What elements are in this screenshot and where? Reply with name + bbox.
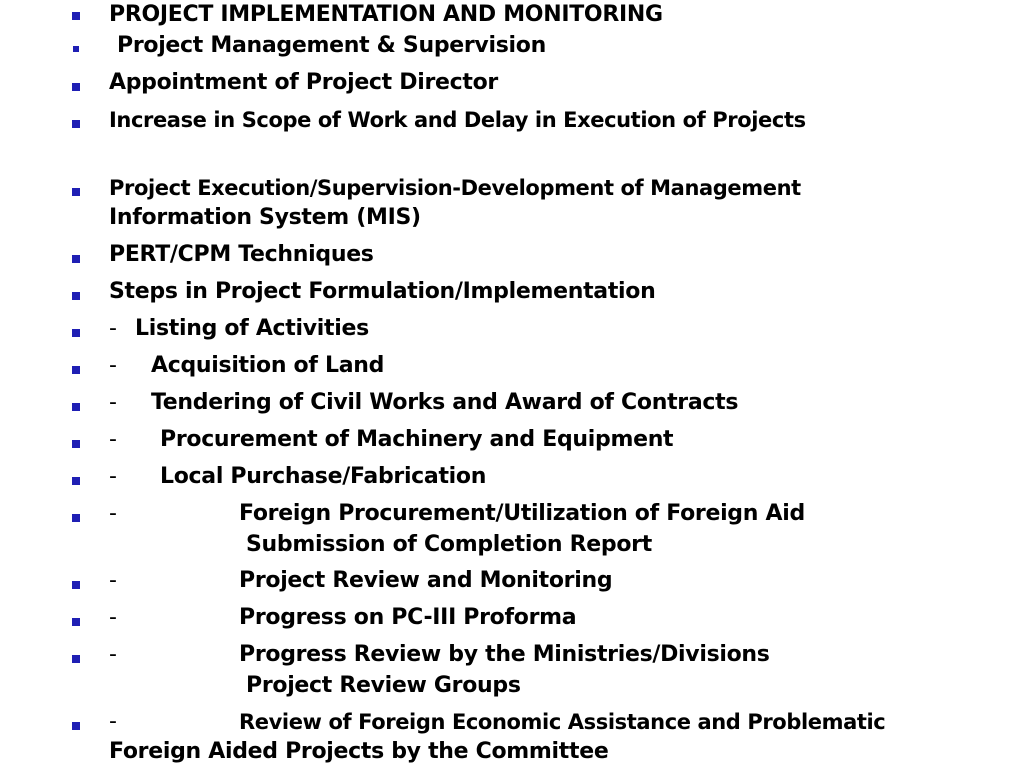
list-item: Project Management & Supervision xyxy=(117,33,546,58)
list-item: Project Review and Monitoring xyxy=(239,568,613,593)
bullet-icon xyxy=(72,655,80,663)
bullet-icon xyxy=(72,722,80,730)
list-item: Tendering of Civil Works and Award of Contracts xyxy=(151,390,739,415)
bullet-icon xyxy=(72,581,80,589)
list-item: Increase in Scope of Work and Delay in Execution of Projects xyxy=(109,108,806,132)
bullet-icon xyxy=(72,12,80,20)
bullet-icon xyxy=(72,514,80,522)
dash-marker: - xyxy=(109,427,117,452)
list-item: Procurement of Machinery and Equipment xyxy=(160,427,674,452)
dash-marker: - xyxy=(109,568,117,593)
list-item: PERT/CPM Techniques xyxy=(109,242,374,267)
list-item-continuation: Submission of Completion Report xyxy=(246,532,652,557)
list-item: Progress on PC-III Proforma xyxy=(239,605,577,630)
dash-marker: - xyxy=(109,316,117,341)
bullet-icon xyxy=(73,46,79,52)
bullet-icon xyxy=(72,366,80,374)
bullet-icon xyxy=(72,403,80,411)
dash-marker: - xyxy=(109,464,117,489)
list-item-continuation: Foreign Aided Projects by the Committee xyxy=(109,739,609,764)
bullet-icon xyxy=(72,292,80,300)
list-item: Foreign Procurement/Utilization of Foreign Aid xyxy=(239,501,805,526)
list-item: Review of Foreign Economic Assistance and Problematic xyxy=(239,710,886,734)
bullet-icon xyxy=(72,477,80,485)
bullet-icon xyxy=(72,329,80,337)
dash-marker: - xyxy=(109,709,117,734)
list-item-continuation: Information System (MIS) xyxy=(109,205,421,230)
dash-marker: - xyxy=(109,605,117,630)
list-item: Project Execution/Supervision-Development of Management xyxy=(109,176,801,200)
list-item: Listing of Activities xyxy=(135,316,369,341)
bullet-icon xyxy=(72,255,80,263)
dash-marker: - xyxy=(109,501,117,526)
bullet-icon xyxy=(72,440,80,448)
list-item: Steps in Project Formulation/Implementation xyxy=(109,279,656,304)
list-item: Acquisition of Land xyxy=(151,353,385,378)
bullet-icon xyxy=(72,188,80,196)
slide-title: PROJECT IMPLEMENTATION AND MONITORING xyxy=(109,2,663,27)
list-item: Local Purchase/Fabrication xyxy=(160,464,487,489)
list-item: Progress Review by the Ministries/Divisions xyxy=(239,642,770,667)
dash-marker: - xyxy=(109,390,117,415)
list-item: Appointment of Project Director xyxy=(109,70,498,95)
dash-marker: - xyxy=(109,353,117,378)
bullet-icon xyxy=(72,618,80,626)
dash-marker: - xyxy=(109,642,117,667)
bullet-icon xyxy=(72,83,80,91)
bullet-icon xyxy=(72,120,80,128)
list-item-continuation: Project Review Groups xyxy=(246,673,521,698)
